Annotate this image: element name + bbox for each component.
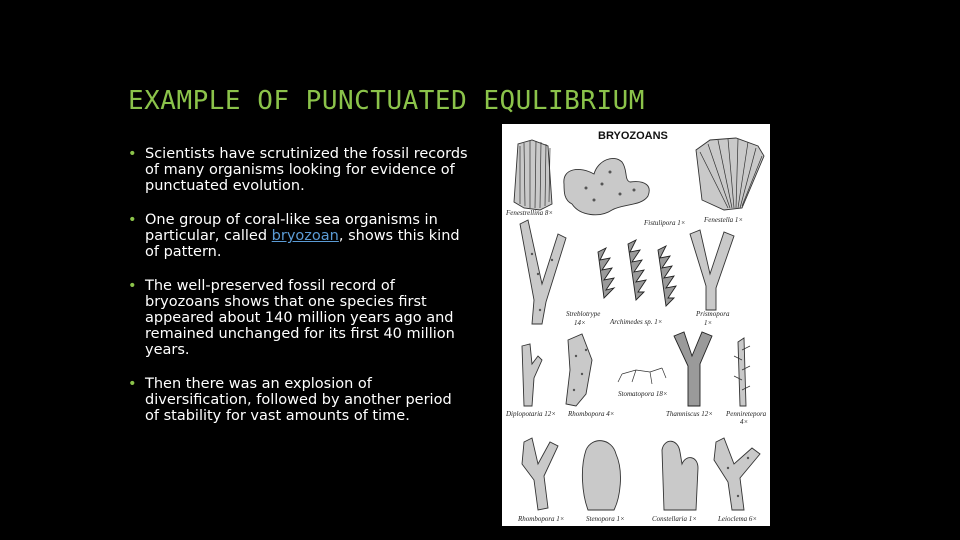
fistulipora-fossil [564,158,649,214]
bullet-item [128,146,468,194]
label-leioclema: Leioclema 6× [718,515,758,523]
slide-title: EXAMPLE OF PUNCTUATED EQULIBRIUM [128,86,645,116]
streblotrypa-fossil [520,220,566,324]
bryozoan-link[interactable]: bryozoan [271,228,339,244]
fenestrellina-fossil [514,140,552,210]
label-rhombopora-a: Rhombopora 4× [568,410,615,418]
label-constellaria: Constellaria 1× [652,515,697,523]
fenestella-fossil [696,138,764,210]
prismopora-fossil [690,230,734,310]
stomatopora-fossil [618,368,666,384]
bullet-marker: • [128,376,137,392]
constellaria-fossil [662,441,698,510]
bullet-item [128,376,468,424]
label-archimedes: Archimedes sp. 1× [610,318,663,326]
bullet-text-before: One group of coral-like sea organisms in particular, called [145,212,438,244]
leioclema-fossil [714,438,760,510]
label-streblotrypa: Streblotrype [566,310,601,318]
bullet-text: Then there was an explosion of diversification, followed by another period of stability for vast amounts of time. [145,376,452,424]
bullet-marker: • [128,278,137,294]
label-fenestrellina: Fenestrellina 8× [506,209,554,217]
bullet-item [128,212,468,260]
label-prismopora: Prismopora [696,310,730,318]
thamniscus-fossil [674,332,712,406]
figure-title: BRYOZOANS [598,130,668,142]
label-thamniscus: Thamniscus 12× [666,410,713,418]
label-fistulipora: Fistulipora 1× [644,219,686,227]
label-rhombopora-b: Rhombopora 1× [518,515,565,523]
label-stomatopora: Stomatopora 18× [618,390,668,398]
label-streblotrypa-mag: 14× [574,319,586,327]
rhombopora-a-fossil [566,334,592,406]
label-stenopora: Stenopora 1× [586,515,625,523]
bullet-marker: • [128,212,137,228]
label-fenestella: Fenestella 1× [704,216,744,224]
fossil-illustration [502,124,770,526]
bullet-text: Scientists have scrutinized the fossil records of many organisms looking for evidence of punctuated evolution. [145,146,468,194]
label-penniretepora: Penniretepora [726,410,767,418]
stenopora-fossil [582,441,620,510]
bullet-list [128,146,468,442]
bullet-text-after: , shows this kind of pattern. [145,228,460,260]
bullet-marker: • [128,146,137,162]
label-prismopora-mag: 1× [704,319,713,327]
bullet-item [128,278,468,358]
label-diplopotaria: Diplopotaria 12× [506,410,557,418]
label-penniretepora-mag: 4× [740,418,749,426]
rhombopora-b-fossil [522,438,558,510]
diplopotaria-fossil [522,344,542,406]
penniretepora-fossil [734,338,750,406]
archimedes-fossil [598,240,676,306]
bryozoan-fossil-figure [502,124,770,526]
bullet-text: The well-preserved fossil record of bryozoans shows that one species first appeared about 140 million years ago and remained unchanged for its first 40 million years. [145,278,455,358]
